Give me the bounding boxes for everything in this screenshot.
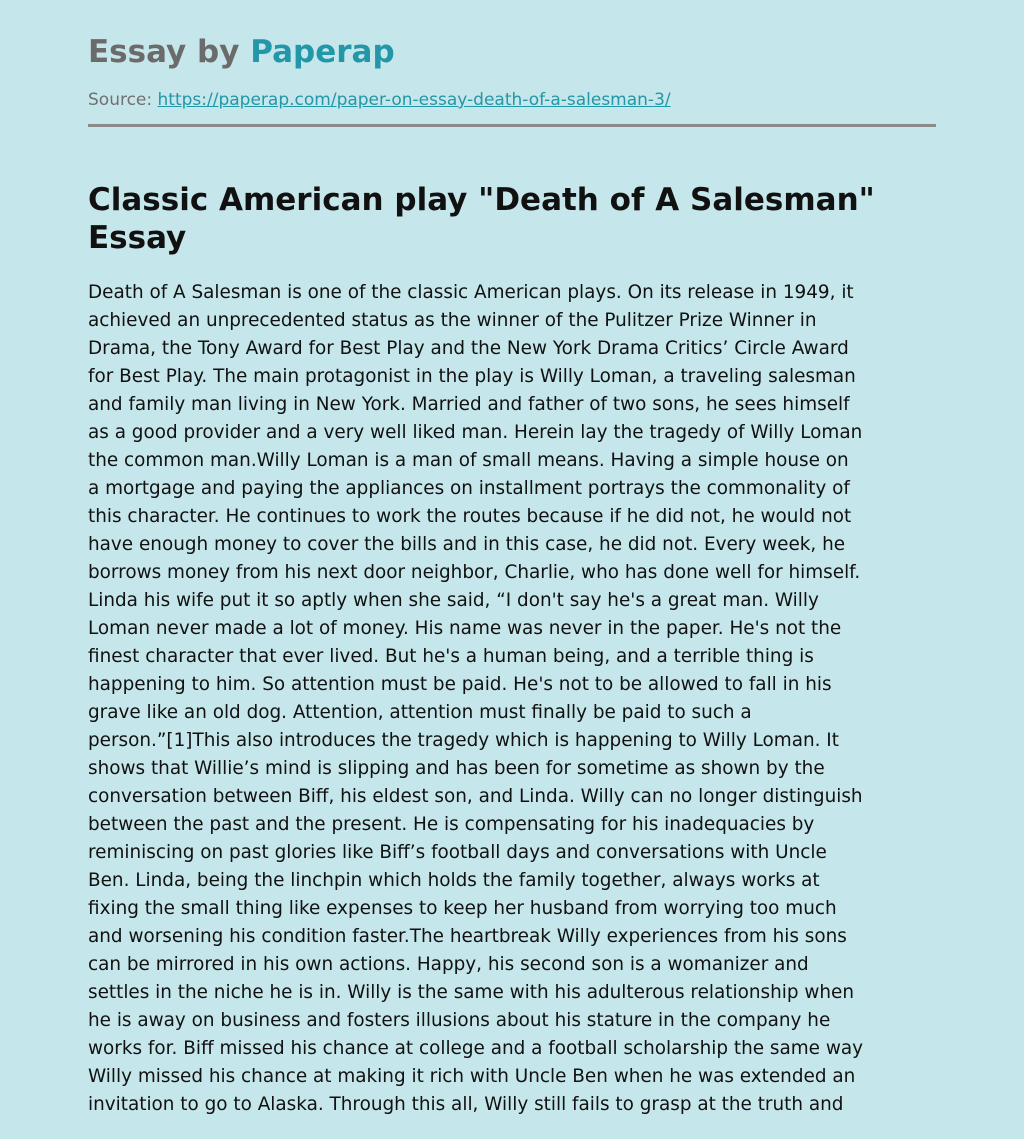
header-divider: [88, 124, 936, 127]
source-line: [88, 88, 671, 112]
brand-prefix: Essay by: [88, 34, 251, 70]
article-body: Death of A Salesman is one of the classic American plays. On its release in 1949, it achieved an unprecedented status as the winner of the Pulitzer Prize Winner in Drama, the Tony Award for Best Play and the New York Drama Critics’ Circle Award for Best Play. The main protagonist in the play is Willy Loman, a traveling salesman and family man living in New York. Married and father of two sons, he sees himself as a good provider and a very well liked man. Herein lay the tragedy of Willy Loman the common man.Willy Loman is a man of small means. Having a simple house on a mortgage and paying the appliances on installment portrays the commonality of this character. He continues to work the routes because if he did not, he would not have enough money to cover the bills and in this case, he did not. Every week, he borrows money from his next door neighbor, Charlie, who has done well for himself. Linda his wife put it so aptly when she said, “I don't say he's a great man. Willy Loman never made a lot of money. His name was never in the paper. He's not the finest character that ever lived. But he's a human being, and a terrible thing is happening to him. So attention must be paid. He's not to be allowed to fall in his grave like an old dog. Attention, attention must finally be paid to such a person.”[1]This also introduces the tragedy which is happening to Willy Loman. It shows that Willie’s mind is slipping and has been for sometime as shown by the conversation between Biff, his eldest son, and Linda. Willy can no longer distinguish between the past and the present. He is compensating for his inadequacies by reminiscing on past glories like Biff’s football days and conversations with Uncle Ben. Linda, being the linchpin which holds the family together, always works at fixing the small thing like expenses to keep her husband from worrying too much and worsening his condition faster.The heartbreak Willy experiences from his sons can be mirrored in his own actions. Happy, his second son is a womanizer and settles in the niche he is in. Willy is the same with his adulterous relationship when he is away on business and fosters illusions about his stature in the company he works for. Biff missed his chance at college and a football scholarship the same way Willy missed his chance at making it rich with Uncle Ben when he was extended an invitation to go to Alaska. Through this all, Willy still fails to grasp at the truth and: [88, 282, 864, 1115]
brand-name: Paperap: [250, 34, 395, 70]
source-label: Source:: [88, 90, 158, 110]
article-title: Classic American play "Death of A Salesman" Essay: [88, 182, 875, 256]
source-link[interactable]: https://paperap.com/paper-on-essay-death-of-a-salesman-3/: [157, 90, 671, 110]
site-brand[interactable]: [88, 30, 395, 74]
